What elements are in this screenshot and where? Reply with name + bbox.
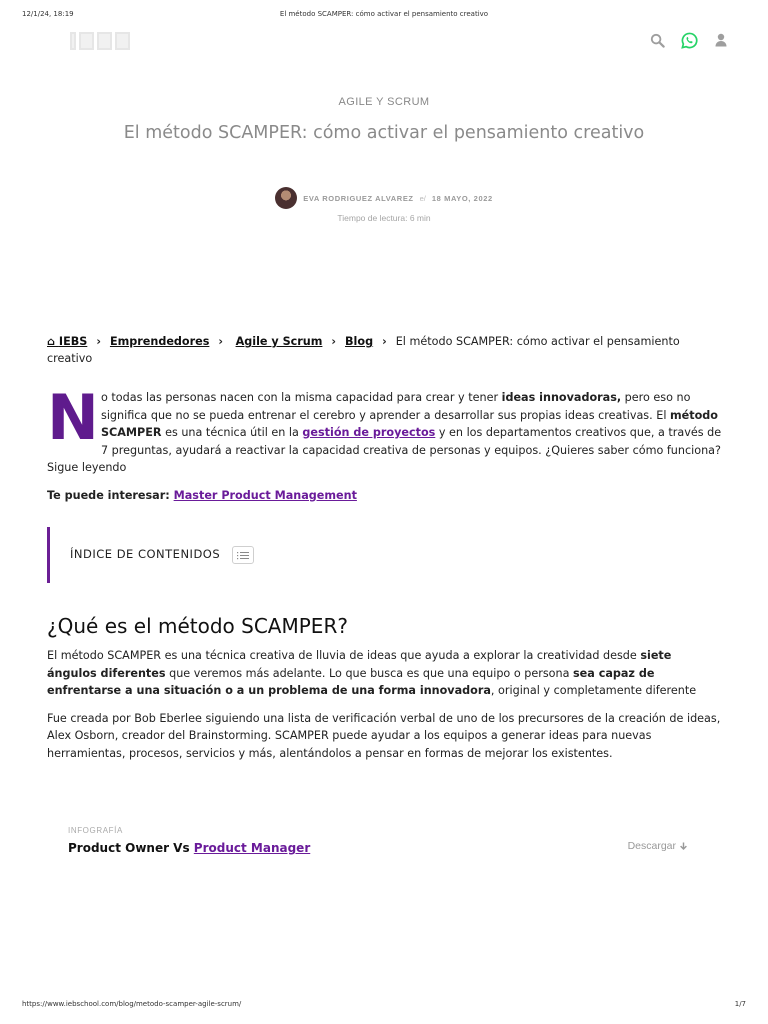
article-date: 18 MAYO, 2022 <box>431 193 493 203</box>
table-of-contents <box>47 527 722 583</box>
section-bold: sea capaz de enfrentarse a una situación o a un problema de una forma innovadora <box>47 666 655 697</box>
section-text: , original y completamente diferente <box>490 684 697 697</box>
section-bold: siete ángulos diferentes <box>47 649 672 680</box>
article-title: El método SCAMPER: cómo activar el pensamiento creativo <box>123 123 645 143</box>
logo-glyph <box>70 32 76 50</box>
section-text: El método SCAMPER es una técnica creativa de lluvia de ideas que ayuda a explorar la creatividad desde <box>47 649 641 662</box>
intro-bold: método SCAMPER <box>101 408 718 439</box>
author-separator: e/ <box>419 193 426 203</box>
toc-label: ÍNDICE DE CONTENIDOS <box>70 547 221 562</box>
section-text: que veremos más adelante. Lo que busca es que una equipo o persona <box>165 666 573 680</box>
arrow-down-icon <box>679 842 688 851</box>
intro-text: y en los departamentos creativos que, a través de 7 preguntas, ayudará a reactivar la capacidad creativa de personas y equipos. ¿Quieres saber cómo funciona? Sigue leyendo <box>47 426 722 474</box>
breadcrumb-item-blog[interactable]: Blog <box>345 335 374 348</box>
print-url: https://www.iebschool.com/blog/metodo-scamper-agile-scrum/ <box>22 1000 242 1008</box>
intro-text: o todas las personas nacen con la misma capacidad para crear y tener <box>101 391 502 404</box>
print-page-number: 1/7 <box>734 1000 746 1008</box>
chevron-right-icon: › <box>218 335 223 348</box>
breadcrumb <box>47 334 722 367</box>
print-date: 12/1/24, 18:19 <box>22 10 74 18</box>
download-label: Descargar <box>627 840 676 852</box>
intro-text: pero eso no significa que no se pueda entrenar el cerebro y aprender a desarrollar sus propias ideas creativas. El <box>101 391 691 422</box>
breadcrumb-home[interactable] <box>47 335 87 348</box>
author-name[interactable]: EVA RODRIGUEZ ALVAREZ <box>303 193 414 203</box>
article-content <box>47 334 722 762</box>
intro-bold: ideas innovadoras, <box>501 391 622 404</box>
infographic-tag: INFOGRAFÍA <box>68 826 123 835</box>
print-footer <box>22 1000 746 1012</box>
section-paragraph <box>47 647 722 700</box>
site-header <box>0 28 768 52</box>
related-link-row <box>47 487 722 505</box>
author-row <box>0 187 768 209</box>
chevron-right-icon: › <box>382 335 387 348</box>
logo-glyph <box>115 32 130 50</box>
user-icon[interactable] <box>712 31 730 49</box>
article-category[interactable]: AGILE Y SCRUM <box>338 96 430 108</box>
header-icons <box>648 31 730 49</box>
dropcap: N <box>47 381 99 454</box>
chevron-right-icon: › <box>96 335 101 348</box>
toc-toggle-button[interactable] <box>232 546 254 564</box>
related-label: Te puede interesar: <box>47 488 170 502</box>
breadcrumb-item-agile-scrum[interactable]: Agile y Scrum <box>235 335 323 348</box>
search-icon[interactable] <box>648 31 666 49</box>
print-header <box>22 10 746 22</box>
breadcrumb-home-label: IEBS <box>58 335 88 348</box>
list-icon <box>237 551 249 560</box>
logo-glyph <box>97 32 112 50</box>
breadcrumb-current: El método SCAMPER: cómo activar el pensamiento creativo <box>47 335 680 365</box>
link-gestion-proyectos[interactable]: gestión de proyectos <box>302 426 436 439</box>
author-avatar <box>275 187 297 209</box>
download-button[interactable] <box>628 840 688 852</box>
link-master-product-management[interactable]: Master Product Management <box>173 488 357 502</box>
intro-text: es una técnica útil en la <box>161 426 303 439</box>
breadcrumb-item-emprendedores[interactable]: Emprendedores <box>109 335 210 348</box>
print-title: El método SCAMPER: cómo activar el pensamiento creativo <box>279 10 489 18</box>
intro-paragraph <box>47 381 722 477</box>
whatsapp-icon[interactable] <box>680 31 698 49</box>
site-logo[interactable] <box>70 32 130 50</box>
infographic-card <box>68 826 688 866</box>
link-product-manager[interactable]: Product Manager <box>193 841 311 855</box>
logo-glyph <box>79 32 94 50</box>
section-heading: ¿Qué es el método SCAMPER? <box>47 614 348 638</box>
infographic-title-text: Product Owner Vs <box>68 841 194 855</box>
section-paragraph: Fue creada por Bob Eberlee siguiendo una lista de verificación verbal de uno de los precursores de la creación de ideas, Alex Osborn, creador del Brainstorming. SCAMPER puede ayudar a los equipos a generar ideas para nuevas herramientas, procesos, servicios y más, alentándolos a pensar en formas de mejorar los existentes. <box>47 711 721 760</box>
chevron-right-icon: › <box>331 335 337 348</box>
reading-time: Tiempo de lectura: 6 min <box>337 213 431 223</box>
infographic-title <box>68 841 688 855</box>
home-icon: ⌂ <box>47 335 56 348</box>
